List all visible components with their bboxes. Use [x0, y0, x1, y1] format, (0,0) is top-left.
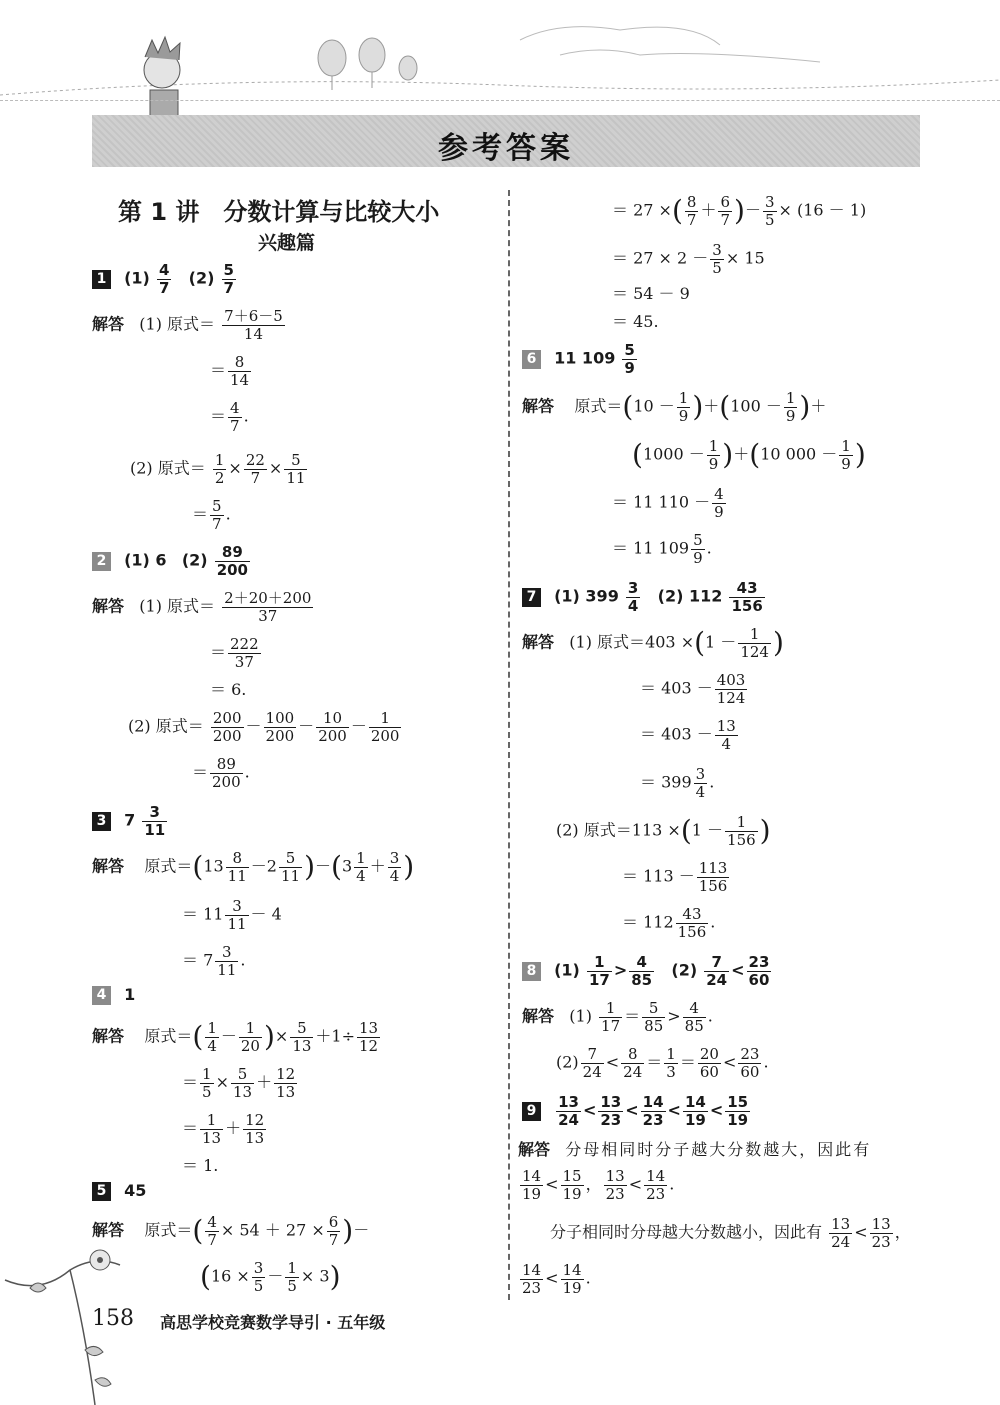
fraction: $\frac{1}{4}$ — [207, 1019, 217, 1055]
q2-solution-line-5: ＝ $\frac{89}{200}$ . — [192, 755, 250, 791]
fraction: $\frac{3}{5}$ — [712, 241, 722, 277]
q9-solution-line-4: $\frac{14}{23}$ < $\frac{14}{19}$ . — [522, 1261, 591, 1297]
q4-solution-line-4: ＝ 1. — [182, 1156, 219, 1175]
fraction: $\frac{1}{200}$ — [370, 709, 400, 745]
fraction: $\frac{1}{5}$ — [202, 1065, 212, 1101]
fraction: $\frac{222}{37}$ — [230, 635, 259, 671]
q6-solution-line-2: (1000 － $\frac{1}{9}$ )＋(10 000 － $\frac{1}{9}$ ) — [632, 437, 866, 473]
fraction: $\frac{4}{85}$ — [631, 953, 653, 989]
fraction: $\frac{3}{5}$ — [253, 1259, 264, 1295]
q5-answer: 5 45 — [92, 1182, 146, 1201]
q7-solution-line-4: ＝ 399 $\frac{3}{4}$ . — [640, 765, 715, 801]
fraction: $\frac{5}{85}$ — [644, 999, 664, 1035]
fraction: $\frac{89}{200}$ — [216, 543, 248, 579]
fraction: $\frac{1}{9}$ — [708, 437, 719, 473]
fraction: $\frac{113}{156}$ — [698, 859, 728, 895]
fraction: $\frac{8}{11}$ — [227, 849, 247, 885]
q8-number: 8 — [522, 962, 541, 981]
fraction: $\frac{7+6-5}{14}$ — [224, 307, 283, 343]
q7-number: 7 — [522, 588, 541, 607]
q5-solution-line-1: 解答 原式＝( $\frac{4}{7}$ × 54 ＋ 27 × $\frac{6}{7}$ )－ — [92, 1213, 370, 1249]
fraction: $\frac{14}{23}$ — [642, 1093, 664, 1129]
q7-solution-line-2: ＝ 403 － $\frac{403}{124}$ — [640, 671, 746, 707]
fraction: $\frac{6}{7}$ — [720, 193, 730, 229]
q6-number: 6 — [522, 350, 541, 369]
fraction: $\frac{15}{19}$ — [727, 1093, 749, 1129]
fraction: $\frac{5}{9}$ — [624, 341, 635, 377]
q8-solution-line-2: (2) $\frac{7}{24}$ < $\frac{8}{24}$ ＝ $\frac{1}{3}$ ＝ $\frac{20}{60}$ < $\frac{23}{60}$ . — [556, 1045, 769, 1081]
q2-solution-line-2: ＝ $\frac{222}{37}$ — [210, 635, 259, 671]
fraction: $\frac{10}{200}$ — [318, 709, 347, 745]
q3-solution-line-2: ＝ 11 $\frac{3}{11}$ － 4 — [182, 897, 282, 933]
q2-answer: 2 (1) 6 (2) $\frac{89}{200}$ — [92, 544, 252, 578]
page-number: 158 — [92, 1306, 134, 1331]
fraction: $\frac{3}{4}$ — [389, 849, 400, 885]
fraction: $\frac{5}{13}$ — [292, 1019, 312, 1055]
q7-solution-line-3: ＝ 403 － $\frac{13}{4}$ — [640, 717, 736, 753]
fraction: $\frac{1}{4}$ — [356, 849, 366, 885]
q1-solution-line-5: ＝ $\frac{5}{7}$ . — [192, 497, 231, 533]
q5-cont-line-4: ＝ 45. — [612, 312, 659, 331]
fraction: $\frac{3}{4}$ — [695, 765, 706, 801]
q1-number: 1 — [92, 270, 111, 289]
q6-solution-line-3: ＝ 11 110 － $\frac{4}{9}$ — [612, 485, 724, 521]
q1-solution-line-3: ＝ $\frac{4}{7}$ . — [210, 399, 249, 435]
q8-answer: 8 (1) $\frac{1}{17}$ > $\frac{4}{85}$ (2) $\frac{7}{24}$ < $\frac{23}{60}$ — [522, 954, 773, 988]
q6-answer: 6 11 109 $\frac{5}{9}$ — [522, 342, 639, 376]
column-divider — [508, 190, 510, 1300]
fraction: $\frac{5}{7}$ — [223, 261, 234, 297]
q9-solution-line-3: 分子相同时分母越大分数越小，因此有 $\frac{13}{24}$ < $\frac{13}{23}$ ， — [550, 1215, 911, 1251]
fraction: $\frac{14}{19}$ — [684, 1093, 706, 1129]
fraction: $\frac{3}{11}$ — [217, 943, 237, 979]
q5-cont-line-2: ＝ 27 × 2 － $\frac{3}{5}$ × 15 — [612, 241, 765, 277]
fraction: $\frac{13}{23}$ — [600, 1093, 622, 1129]
q4-number: 4 — [92, 986, 111, 1005]
fraction: $\frac{1}{3}$ — [666, 1045, 676, 1081]
q1-answer: 1 (1) $\frac{4}{7}$ (2) $\frac{5}{7}$ — [92, 262, 238, 296]
fraction: $\frac{3}{5}$ — [764, 193, 775, 229]
q5-cont-line-3: ＝ 54 － 9 — [612, 284, 690, 303]
q3-solution-line-1: 解答 原式＝(13 $\frac{8}{11}$ －2 $\frac{5}{11}$ )－(3 $\frac{1}{4}$ ＋ $\frac{3}{4}$ ) — [92, 849, 415, 885]
fraction: $\frac{4}{7}$ — [230, 399, 240, 435]
ground-line — [0, 100, 1000, 113]
fraction: $\frac{89}{200}$ — [212, 755, 241, 791]
fraction: $\frac{23}{60}$ — [740, 1045, 760, 1081]
fraction: $\frac{3}{11}$ — [227, 897, 247, 933]
fraction: $\frac{1}{5}$ — [287, 1259, 297, 1295]
fraction: $\frac{1}{13}$ — [202, 1111, 222, 1147]
fraction: $\frac{1}{9}$ — [678, 389, 689, 425]
header-band — [92, 115, 920, 167]
q2-solution-line-4: (2) 原式＝ $\frac{200}{200}$ － $\frac{100}{200}$ － $\frac{10}{200}$ － $\frac{1}{200}$ — [128, 709, 400, 745]
fraction: $\frac{15}{19}$ — [562, 1167, 582, 1203]
fraction: $\frac{13}{23}$ — [605, 1167, 625, 1203]
q6-solution-line-4: ＝ 11 109 $\frac{5}{9}$ . — [612, 531, 712, 567]
q5-cont-line-1: ＝ 27 ×( $\frac{8}{7}$ ＋ $\frac{6}{7}$ )－ $\frac{3}{5}$ × (16 － 1) — [612, 193, 867, 229]
fraction: $\frac{13}{23}$ — [871, 1215, 891, 1251]
fraction: $\frac{8}{7}$ — [686, 193, 697, 229]
fraction: $\frac{1}{17}$ — [601, 999, 621, 1035]
fraction: $\frac{4}{9}$ — [714, 485, 724, 521]
fraction: $\frac{7}{24}$ — [582, 1045, 602, 1081]
q7-solution-line-1: 解答 (1) 原式＝403 ×(1 － $\frac{1}{124}$ ) — [522, 625, 784, 661]
q9-number: 9 — [522, 1102, 541, 1121]
fraction: $\frac{1}{124}$ — [740, 625, 769, 661]
fraction: $\frac{14}{19}$ — [522, 1167, 542, 1203]
q9-solution-line-1: 解答 分母相同时分子越大分数越大，因此有 — [518, 1140, 872, 1159]
q4-solution-line-3: ＝ $\frac{1}{13}$ ＋ $\frac{12}{13}$ — [182, 1111, 265, 1147]
fraction: $\frac{12}{13}$ — [245, 1111, 265, 1147]
q2-solution-line-3: ＝ 6. — [210, 680, 247, 699]
fraction: $\frac{1}{156}$ — [727, 813, 756, 849]
q3-number: 3 — [92, 812, 111, 831]
book-title: 高思学校竞赛数学导引 · 五年级 — [160, 1313, 386, 1332]
fraction: $\frac{5}{11}$ — [286, 451, 306, 487]
fraction: $\frac{6}{7}$ — [328, 1213, 339, 1249]
page-title: 参考答案 — [438, 131, 574, 166]
fraction: $\frac{23}{60}$ — [748, 953, 770, 989]
fraction: $\frac{12}{13}$ — [276, 1065, 296, 1101]
fraction: $\frac{4}{7}$ — [207, 1213, 217, 1249]
fraction: $\frac{3}{11}$ — [144, 803, 166, 839]
q3-answer: 3 7 $\frac{3}{11}$ — [92, 804, 169, 838]
fraction: $\frac{5}{9}$ — [693, 531, 703, 567]
q7-solution-line-7: ＝ 112 $\frac{43}{156}$ . — [622, 905, 716, 941]
fraction: $\frac{4}{7}$ — [158, 261, 170, 297]
q8-solution-line-1: 解答 (1) $\frac{1}{17}$ ＝ $\frac{5}{85}$ > $\frac{4}{85}$ . — [522, 999, 713, 1035]
fraction: $\frac{5}{13}$ — [232, 1065, 253, 1101]
q4-solution-line-1: 解答 原式＝( $\frac{1}{4}$ － $\frac{1}{20}$ )× $\frac{5}{13}$ ＋1÷ $\frac{13}{12}$ — [92, 1019, 379, 1055]
fraction: $\frac{22}{7}$ — [245, 451, 265, 487]
fraction: $\frac{7}{24}$ — [706, 953, 728, 989]
q5-solution-line-2: (16 × $\frac{3}{5}$ － $\frac{1}{5}$ × 3) — [200, 1259, 341, 1295]
q1-solution-line-2: ＝ $\frac{8}{14}$ — [210, 353, 250, 389]
q4-answer: 4 1 — [92, 986, 135, 1005]
section-title: 兴趣篇 — [258, 232, 316, 254]
fraction: $\frac{14}{19}$ — [562, 1261, 582, 1297]
q3-solution-line-3: ＝ 7 $\frac{3}{11}$ . — [182, 943, 246, 979]
fraction: $\frac{100}{200}$ — [265, 709, 295, 745]
q1-solution-line-1: 解答 (1) 原式＝ $\frac{7+6-5}{14}$ — [92, 307, 283, 343]
lecture-title: 第 1 讲 分数计算与比较大小 — [118, 198, 440, 226]
q7-answer: 7 (1) 399 $\frac{3}{4}$ (2) 112 $\frac{43}{156}$ — [522, 580, 767, 614]
fraction: $\frac{3}{4}$ — [627, 579, 639, 615]
fraction: $\frac{43}{156}$ — [677, 905, 707, 941]
fraction: $\frac{200}{200}$ — [212, 709, 242, 745]
fraction: $\frac{1}{9}$ — [785, 389, 796, 425]
fraction: $\frac{13}{24}$ — [558, 1093, 579, 1129]
q7-solution-line-6: ＝ 113 － $\frac{113}{156}$ — [622, 859, 728, 895]
q9-solution-line-2: $\frac{14}{19}$ < $\frac{15}{19}$ ， $\frac{13}{23}$ < $\frac{14}{23}$ . — [522, 1167, 675, 1203]
fraction: $\frac{20}{60}$ — [699, 1045, 719, 1081]
q4-solution-line-2: ＝ $\frac{1}{5}$ × $\frac{5}{13}$ ＋ $\frac{12}{13}$ — [182, 1065, 296, 1101]
fraction: $\frac{1}{20}$ — [240, 1019, 260, 1055]
fraction: $\frac{1}{9}$ — [841, 437, 851, 473]
fraction: $\frac{2+20+200}{37}$ — [224, 589, 312, 625]
fraction: $\frac{1}{2}$ — [214, 451, 225, 487]
fraction: $\frac{13}{24}$ — [831, 1215, 851, 1251]
q1-solution-line-4: (2) 原式＝ $\frac{1}{2}$ × $\frac{22}{7}$ × $\frac{5}{11}$ — [130, 451, 306, 487]
fraction: $\frac{5}{7}$ — [212, 497, 222, 533]
fraction: $\frac{13}{4}$ — [716, 717, 736, 753]
q9-answer: 9 $\frac{13}{24}$ < $\frac{13}{23}$ < $\frac{14}{23}$ < $\frac{14}{19}$ < $\frac{15}{19}$ — [522, 1094, 752, 1128]
q7-solution-line-5: (2) 原式＝113 ×(1 － $\frac{1}{156}$ ) — [556, 813, 771, 849]
fraction: $\frac{8}{14}$ — [230, 353, 250, 389]
q2-number: 2 — [92, 552, 111, 571]
fraction: $\frac{403}{124}$ — [716, 671, 746, 707]
fraction: $\frac{5}{11}$ — [280, 849, 301, 885]
q5-number: 5 — [92, 1182, 111, 1201]
q6-solution-line-1: 解答 原式＝(10 － $\frac{1}{9}$ )＋(100 － $\frac{1}{9}$ )＋ — [522, 389, 827, 425]
fraction: $\frac{1}{17}$ — [588, 953, 610, 989]
q2-solution-line-1: 解答 (1) 原式＝ $\frac{2+20+200}{37}$ — [92, 589, 312, 625]
fraction: $\frac{8}{24}$ — [623, 1045, 643, 1081]
fraction: $\frac{43}{156}$ — [731, 579, 763, 615]
fraction: $\frac{13}{12}$ — [359, 1019, 379, 1055]
fraction: $\frac{14}{23}$ — [522, 1261, 542, 1297]
fraction: $\frac{4}{85}$ — [684, 999, 704, 1035]
fraction: $\frac{14}{23}$ — [646, 1167, 666, 1203]
